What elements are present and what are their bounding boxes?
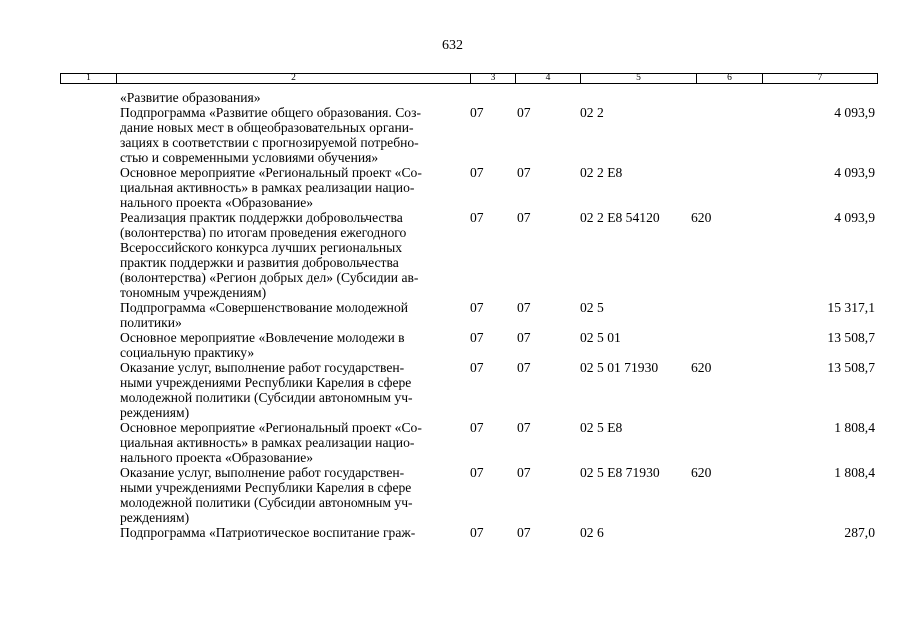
table-row <box>0 165 905 210</box>
row-subsection: 07 <box>517 465 531 480</box>
header-col-2: 2 <box>116 74 470 83</box>
row-name-line: политики» <box>120 315 182 330</box>
row-target-code: 02 5 E8 71930 <box>580 465 660 480</box>
row-target-code: 02 5 01 <box>580 330 621 345</box>
row-name-line: Подпрограмма «Развитие общего образования. Соз- <box>120 105 421 120</box>
table-row <box>0 105 905 165</box>
row-name <box>120 525 455 540</box>
table-row <box>0 525 905 540</box>
row-name-line: (волонтерства) «Регион добрых дел» (Субсидии ав- <box>120 270 419 285</box>
row-name-line: «Развитие образования» <box>120 90 261 105</box>
row-target-code: 02 2 <box>580 105 604 120</box>
header-col-1: 1 <box>86 73 91 83</box>
row-name-line: (волонтерства) по итогам проведения ежегодного <box>120 225 407 240</box>
row-name-line: циальная активность» в рамках реализации нацио- <box>120 180 415 195</box>
row-name-line: дание новых мест в общеобразовательных органи- <box>120 120 414 135</box>
row-subsection: 07 <box>517 105 531 120</box>
header-col-5: 5 <box>580 74 696 83</box>
row-name-line: нального проекта «Образование» <box>120 450 314 465</box>
row-subsection: 07 <box>517 300 531 315</box>
page-number: 632 <box>442 38 463 53</box>
row-name-line: Основное мероприятие «Вовлечение молодежи в <box>120 330 405 345</box>
row-target-code: 02 6 <box>580 525 604 540</box>
row-name <box>120 300 455 330</box>
row-target-code: 02 5 01 71930 <box>580 360 659 375</box>
row-name-line: Основное мероприятие «Региональный проект «Со- <box>120 165 422 180</box>
row-expense-type: 620 <box>691 465 712 480</box>
row-section: 07 <box>470 420 484 435</box>
row-amount: 4 093,9 <box>834 165 875 180</box>
row-section: 07 <box>470 165 484 180</box>
row-section: 07 <box>470 300 484 315</box>
row-expense-type: 620 <box>691 210 712 225</box>
row-name <box>120 330 455 360</box>
row-target-code: 02 2 E8 <box>580 165 623 180</box>
row-section: 07 <box>470 465 484 480</box>
row-subsection: 07 <box>517 420 531 435</box>
row-amount: 15 317,1 <box>827 300 875 315</box>
table-row <box>0 90 905 105</box>
row-name <box>120 420 455 465</box>
header-col-7: 7 <box>762 74 877 83</box>
row-name-line: практик поддержки и развития добровольчества <box>120 255 399 270</box>
row-name-line: Подпрограмма «Совершенствование молодежной <box>120 300 409 315</box>
row-subsection: 07 <box>517 360 531 375</box>
row-subsection: 07 <box>517 165 531 180</box>
row-name-line: молодежной политики (Субсидии автономным уч- <box>120 390 413 405</box>
row-name <box>120 90 455 105</box>
row-section: 07 <box>470 210 484 225</box>
row-name-line: реждениям) <box>120 405 190 420</box>
row-name-line: Оказание услуг, выполнение работ государствен- <box>120 360 405 375</box>
row-name-line: Реализация практик поддержки добровольчества <box>120 210 403 225</box>
header-col-4: 4 <box>515 74 580 83</box>
row-section: 07 <box>470 330 484 345</box>
row-subsection: 07 <box>517 210 531 225</box>
row-name-line: циальная активность» в рамках реализации нацио- <box>120 435 415 450</box>
row-amount: 4 093,9 <box>834 105 875 120</box>
row-target-code: 02 2 E8 54120 <box>580 210 660 225</box>
row-section: 07 <box>470 360 484 375</box>
row-name-line: социальную практику» <box>120 345 255 360</box>
table-row <box>0 420 905 465</box>
row-amount: 1 808,4 <box>834 420 875 435</box>
row-name-line: ными учреждениями Республики Карелия в сфере <box>120 480 412 495</box>
row-name-line: ными учреждениями Республики Карелия в сфере <box>120 375 412 390</box>
row-section: 07 <box>470 105 484 120</box>
row-name-line: Подпрограмма «Патриотическое воспитание граж- <box>120 525 416 540</box>
table-body <box>0 90 905 540</box>
row-name-line: Оказание услуг, выполнение работ государствен- <box>120 465 405 480</box>
row-name-line: тономным учреждениям) <box>120 285 267 300</box>
row-name-line: Основное мероприятие «Региональный проект «Со- <box>120 420 422 435</box>
row-name <box>120 465 455 525</box>
row-amount: 4 093,9 <box>834 210 875 225</box>
row-name-line: нального проекта «Образование» <box>120 195 314 210</box>
row-name-line: реждениям) <box>120 510 190 525</box>
table-row <box>0 465 905 525</box>
row-target-code: 02 5 <box>580 300 604 315</box>
row-target-code: 02 5 E8 <box>580 420 623 435</box>
row-amount: 13 508,7 <box>827 360 875 375</box>
row-name-line: зациях в соответствии с прогнозируемой потребно- <box>120 135 419 150</box>
row-name-line: Всероссийского конкурса лучших региональных <box>120 240 403 255</box>
row-expense-type: 620 <box>691 360 712 375</box>
row-subsection: 07 <box>517 330 531 345</box>
row-name-line: стью и современными условиями обучения» <box>120 150 379 165</box>
table-row <box>0 360 905 420</box>
row-name <box>120 105 455 165</box>
row-subsection: 07 <box>517 525 531 540</box>
row-amount: 13 508,7 <box>827 330 875 345</box>
row-name-line: молодежной политики (Субсидии автономным уч- <box>120 495 413 510</box>
table-row <box>0 210 905 300</box>
row-name <box>120 210 455 300</box>
table-row <box>0 300 905 330</box>
header-col-6: 6 <box>696 74 762 83</box>
row-name <box>120 165 455 210</box>
row-amount: 1 808,4 <box>834 465 875 480</box>
row-section: 07 <box>470 525 484 540</box>
table-row <box>0 330 905 360</box>
header-col-3: 3 <box>470 74 515 83</box>
row-name <box>120 360 455 420</box>
row-amount: 287,0 <box>844 525 875 540</box>
table-header <box>60 73 878 84</box>
